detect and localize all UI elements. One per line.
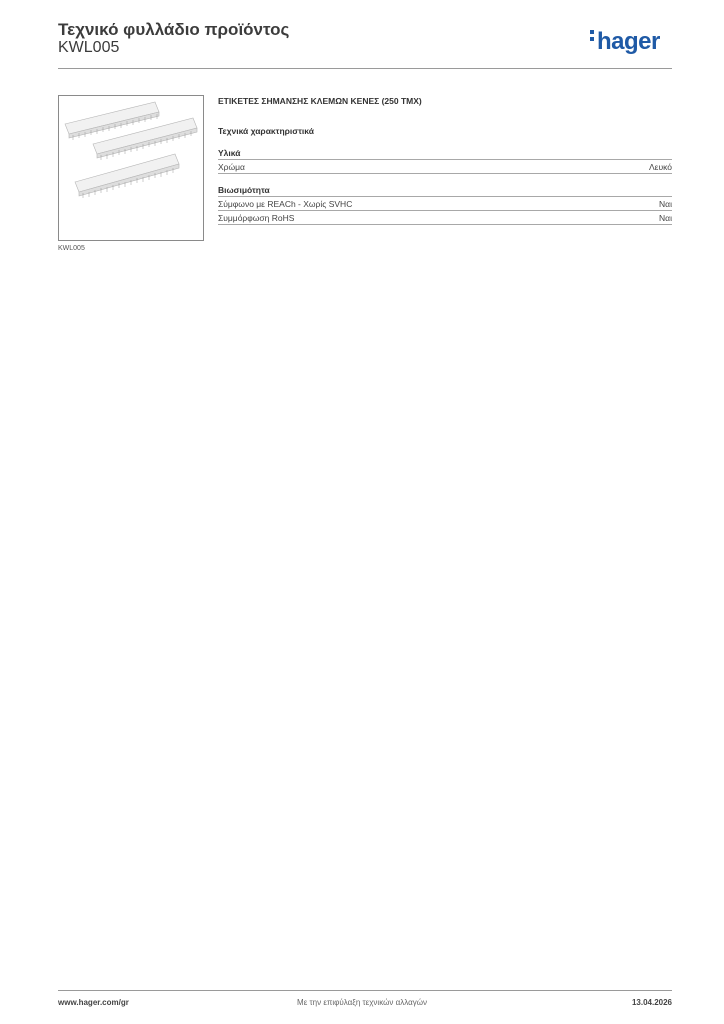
spec-value: Λευκό	[649, 162, 672, 172]
sustainability-group	[218, 185, 672, 225]
spec-row-color	[218, 159, 672, 174]
logo-dots-icon	[590, 30, 595, 44]
group-heading-materials: Υλικά	[218, 148, 241, 158]
image-caption: KWL005	[58, 245, 85, 252]
spec-row-rohs	[218, 210, 672, 225]
footer-website-link[interactable]: www.hager.com/gr	[58, 998, 129, 1007]
product-code: KWL005	[58, 39, 120, 56]
spec-row-reach	[218, 196, 672, 210]
footer-notice: Με την επιφύλαξη τεχνικών αλλαγών	[297, 998, 427, 1007]
spec-label: Σύμφωνο με REACh - Χωρίς SVHC	[218, 199, 353, 209]
spec-value: Ναι	[659, 213, 672, 223]
footer-date: 13.04.2026	[631, 998, 672, 1007]
product-image	[58, 95, 204, 241]
group-heading-sustainability: Βιωσιμότητα	[218, 185, 270, 195]
product-title: ΕΤΙΚΕΤΕΣ ΣΗΜΑΝΣΗΣ ΚΛΕΜΩΝ ΚΕΝΕΣ (250 ΤΜΧ)	[218, 96, 422, 106]
spec-label: Συμμόρφωση RoHS	[218, 213, 295, 223]
materials-group	[218, 148, 672, 174]
footer-divider	[58, 990, 672, 991]
document-title: Τεχνικό φυλλάδιο προϊόντος	[58, 20, 290, 39]
logo-text: hager	[597, 28, 660, 55]
spec-label: Χρώμα	[218, 162, 245, 172]
spec-value: Ναι	[659, 199, 672, 209]
section-heading: Τεχνικά χαρακτηριστικά	[218, 126, 314, 136]
label-strips-illustration	[59, 96, 203, 240]
product-details	[218, 96, 672, 225]
hager-logo	[590, 28, 660, 56]
header-divider	[58, 68, 672, 69]
